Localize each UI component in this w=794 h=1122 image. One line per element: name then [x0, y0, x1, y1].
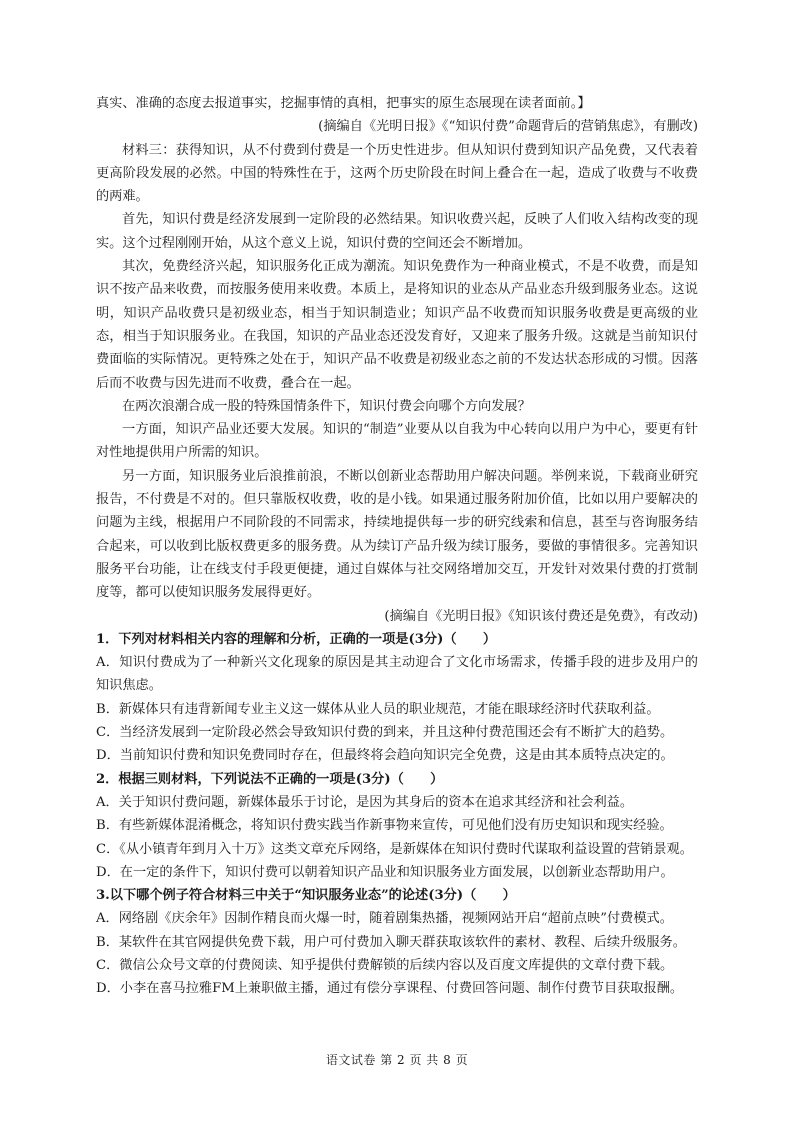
question-1-option-a: A．知识付费成为了一种新兴文化现象的原因是其主动迎合了文化市场需求，传播手段的进步及用户的知识焦虑。 [96, 655, 698, 694]
question-2-stem: 2．根据三则材料，下列说法不正确的一项是(3分)（ ） [96, 771, 444, 787]
body-paragraph: 其次，免费经济兴起，知识服务化正成为潮流。知识免费作为一种商业模式，不是不收费，而是知识不按产品来收费，而按服务使用来收费。本质上，是将知识的业态从产品业态升级到服务业态。这说明，知识产品收费只是初级业态，相当于知识制造业；知识产品不收费而知识服务收费是更高级的业态，相当于知识服务业。在我国，知识的产品业态还没发育好，又迎来了服务升级。这就是当前知识付费面临的实际情况。更特殊之处在于，知识产品不收费是初级业态之前的不发达状态形成的习惯。因落后而不收费与因先进而不收费，叠合在一起。 [96, 259, 698, 391]
body-paragraph: 在两次浪潮合成一股的特殊国情条件下，知识付费会向哪个方向发展？ [122, 398, 531, 414]
body-paragraph: 另一方面，知识服务业后浪推前浪，不断以创新业态帮助用户解决问题。举例来说，下载商业研究报告，不付费是不对的。但只靠版权收费，收的是小钱。如果通过服务附加价值，比如以用户要解决的问题为主线，根据用户不同阶段的不同需求，持续地提供每一步的研究线索和信息，甚至与咨询服务结合起来，可以收到比版权费更多的服务费。从为续订产品升级为续订服务，要做的事情很多。完善知识服务平台功能，让在线支付手段更便捷，通过自媒体与社交网络增加交互，开发针对效果付费的打赏制度等，都可以使知识服务发展得更好。 [96, 468, 698, 601]
material-three-paragraph: 材料三：获得知识，从不付费到付费是一个历史性进步。但从知识付费到知识产品免费，又代表着更高阶段发展的必然。中国的特殊性在于，这两个历史阶段在时间上叠合在一起，造成了收费与不收费的两难。 [96, 142, 698, 205]
source-citation-2: (摘编自《光明日报》《知识该付费还是免费》，有改动) [384, 608, 698, 624]
question-3-option-c: C．微信公众号文章的付费阅读、知乎提供付费解锁的后续内容以及百度文库提供的文章付费下载。 [96, 957, 674, 973]
page-footer: 语文试卷 第 2 页 共 8 页 [325, 1053, 469, 1067]
question-3-option-b: B．某软件在其官网提供免费下载，用户可付费加入聊天群获取该软件的素材、教程、后续升级服务。 [96, 934, 686, 950]
question-3-stem: 3.以下哪个例子符合材料三中关于“知识服务业态”的论述(3分)（ ） [96, 888, 516, 904]
continuation-line: 真实、准确的态度去报道事实，挖掘事情的真相，把事实的原生态展现在读者面前。】 [96, 96, 591, 111]
question-3-option-d: D．小李在喜马拉雅FM上兼职做主播，通过有偿分享课程、付费回答问题、制作付费节目获取报酬。 [96, 981, 684, 997]
question-2-option-b: B．有些新媒体混淆概念，将知识付费实践当作新事物来宣传，可见他们没有历史知识和现实经验。 [96, 818, 673, 834]
question-1-option-c: C．当经济发展到一定阶段必然会导致知识付费的到来，并且这种付费范围还会有不断扩大的趋势。 [96, 725, 674, 741]
question-2-option-a: A．关于知识付费问题，新媒体最乐于讨论，是因为其身后的资本在追求其经济和社会利益。 [96, 794, 634, 810]
question-3-option-a: A．网络剧《庆余年》因制作精良而火爆一时，随着剧集热播，视频网站开启“超前点映”付费模式。 [96, 911, 673, 927]
question-1-option-d: D．当前知识付费和知识免费同时存在，但最终将会趋向知识完全免费，这是由其本质特点决定的。 [96, 748, 674, 764]
question-2-option-c: C．《从小镇青年到月入十万》这类文章充斥网络，是新媒体在知识付费时代谋取利益设置的营销景观。 [96, 841, 693, 857]
body-paragraph: 一方面，知识产品业还要大发展。知识的“制造”业要从以自我为中心转向以用户为中心，要更有针对性地提供用户所需的知识。 [96, 422, 698, 461]
body-paragraph: 首先，知识付费是经济发展到一定阶段的必然结果。知识收费兴起，反映了人们收入结构改变的现实。这个过程刚刚开始，从这个意义上说，知识付费的空间还会不断增加。 [96, 212, 698, 251]
page-content [96, 92, 698, 1001]
source-citation-1: (摘编自《光明日报》《“知识付费”命题背后的营销焦虑》，有删改) [318, 119, 698, 135]
question-1-stem: 1．下列对材料相关内容的理解和分析，正确的一项是(3分)（ ） [96, 631, 497, 647]
question-1-option-b: B．新媒体只有违背新闻专业主义这一媒体从业人员的职业规范，才能在眼球经济时代获取利益。 [96, 701, 660, 717]
question-2-option-d: D．在一定的条件下，知识付费可以朝着知识产品业和知识服务业方面发展，以创新业态帮助用户。 [96, 864, 674, 880]
